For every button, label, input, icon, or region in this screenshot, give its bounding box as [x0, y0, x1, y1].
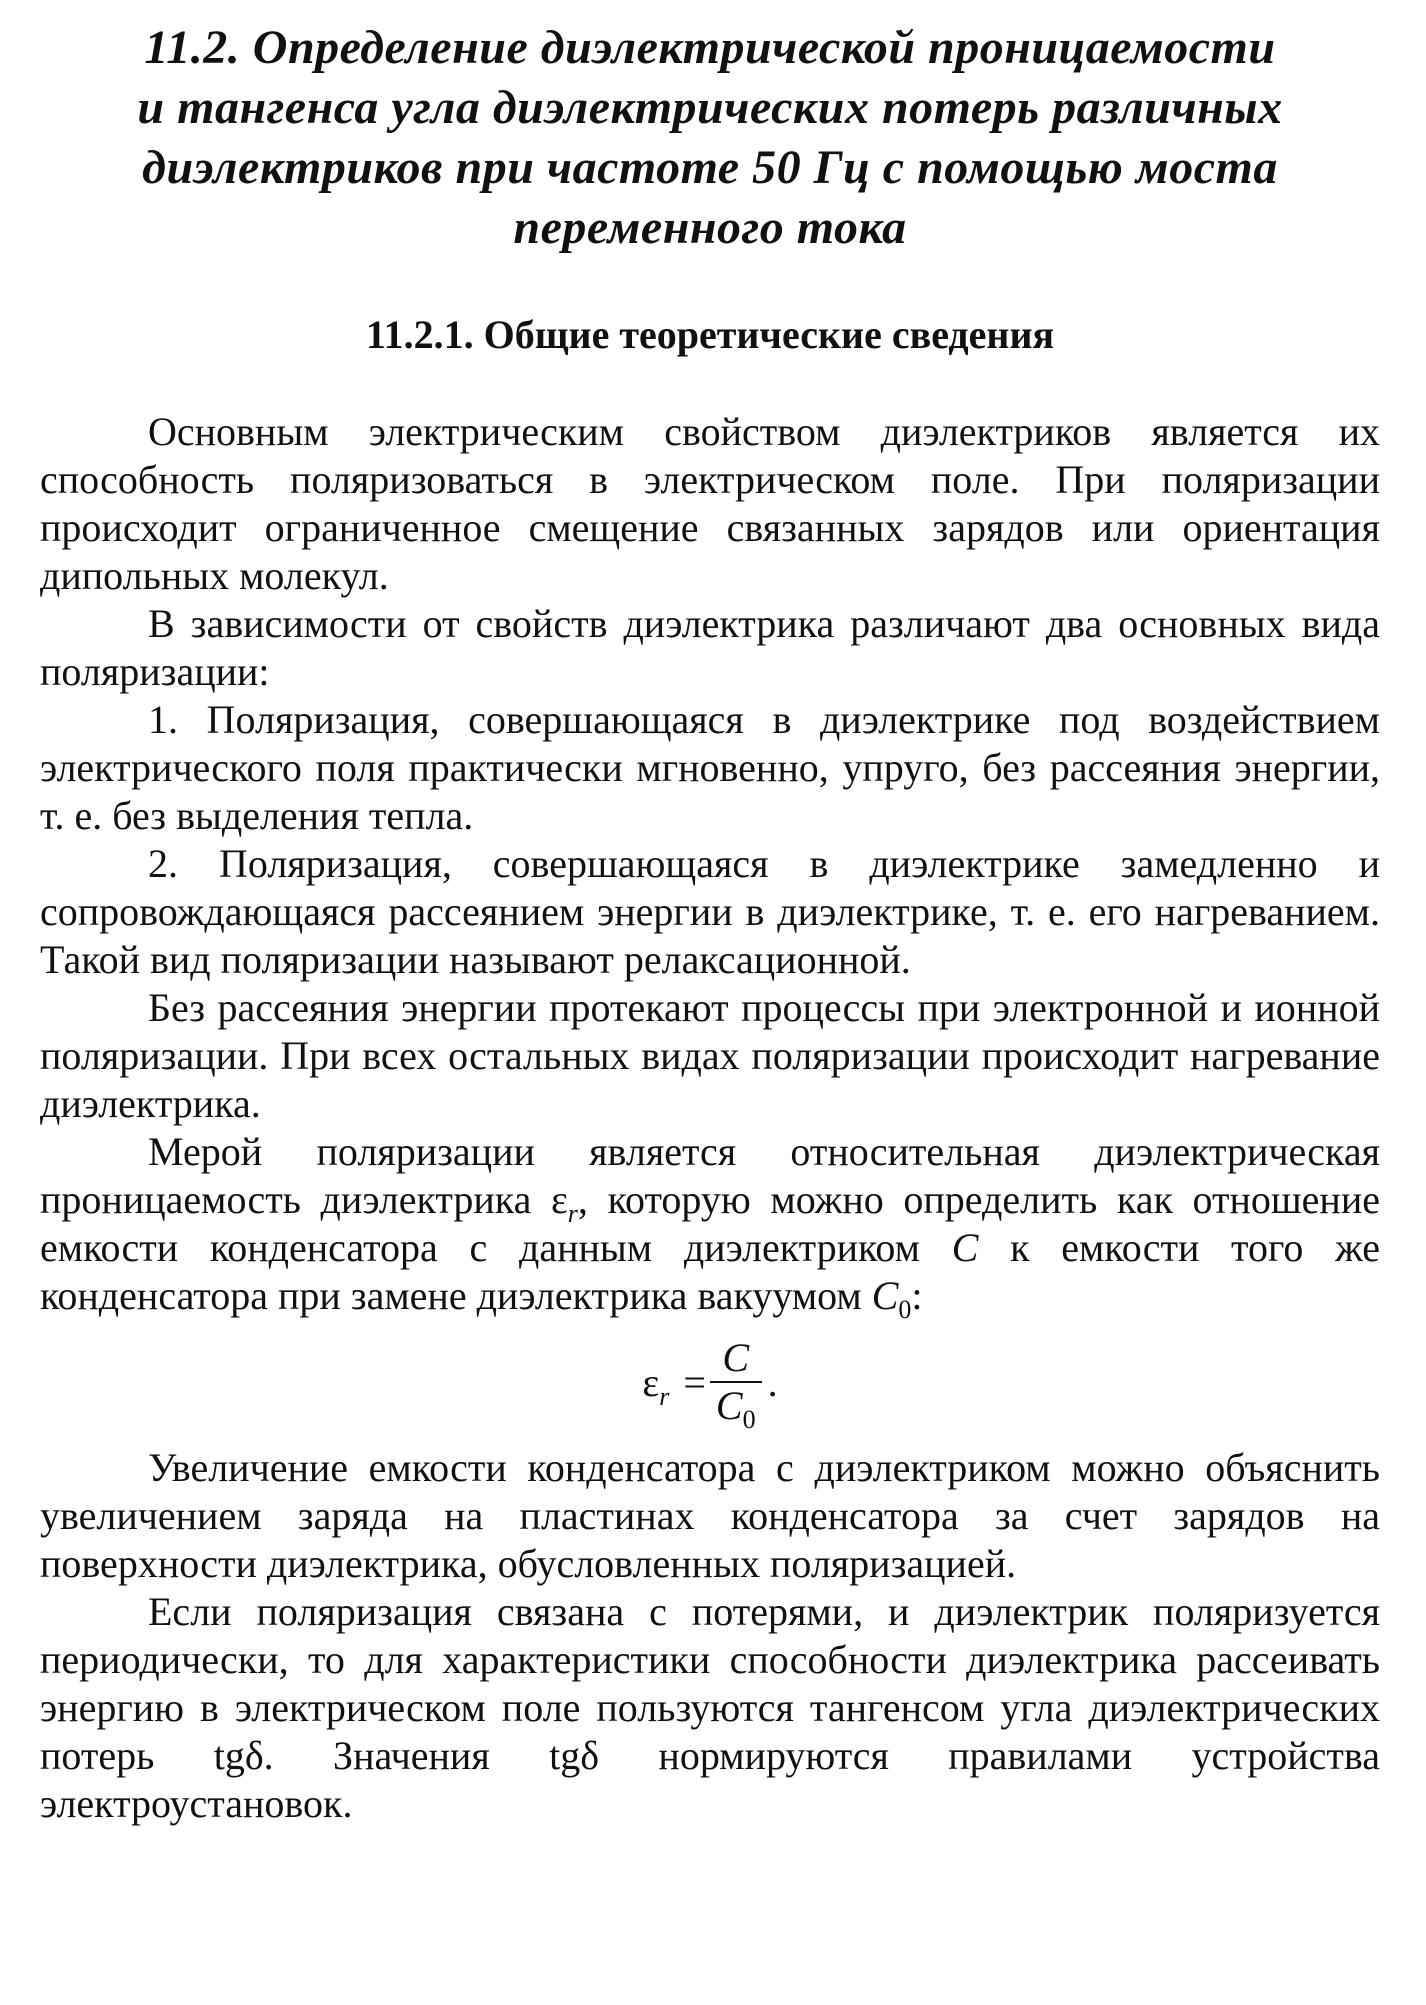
- chapter-title: [40, 18, 1380, 258]
- permittivity-formula: [40, 1326, 1380, 1438]
- epsilon-subscript: r: [567, 1199, 578, 1228]
- body-text: [40, 408, 1380, 1828]
- paragraph-3: 1. Поляризация, совершающаяся в диэлектрике под воздействием электрического поля практически мгновенно, упруго, без рассеяния энергии, т. е. без выделения тепла.: [40, 697, 1380, 838]
- paragraph-7: Увеличение емкости конденсатора с диэлектриком можно объяснить увеличением заряда на пластинах конденсатора за счет зарядов на поверхности диэлектрика, обусловленных поляризацией.: [40, 1445, 1380, 1586]
- vacuum-capacitance-subscript: 0: [898, 1295, 912, 1324]
- formula-equals: =: [683, 1359, 706, 1405]
- vacuum-capacitance-variable: C: [871, 1273, 899, 1318]
- p6-text-f: :: [911, 1273, 923, 1318]
- paragraph-2: В зависимости от свойств диэлектрика различают два основных вида поляризации:: [40, 601, 1380, 694]
- formula-epsilon-subscript: r: [659, 1381, 670, 1411]
- formula-denominator: [710, 1383, 762, 1434]
- chapter-title-line-2: и тангенса угла диэлектрических потерь различных: [137, 81, 1283, 134]
- paragraph-5: Без рассеяния энергии протекают процессы при электронной и ионной поляризации. При всех остальных видах поляризации происходит нагревание диэлектрика.: [40, 985, 1380, 1126]
- chapter-title-line-3: диэлектриков при частоте 50 Гц с помощью моста: [142, 141, 1278, 194]
- formula-denominator-var: C: [715, 1383, 743, 1428]
- p6-text-d: к емкости того же конденсатора при замене диэлектрика вакуумом: [40, 1225, 1381, 1318]
- capacitance-variable: C: [951, 1225, 979, 1270]
- paragraph-1: Основным электрическим свойством диэлектриков является их способность поляризоваться в электрическом поле. При поляризации происходит ограниченное смещение связанных зарядов или ориентация дипольных молекул.: [40, 409, 1380, 598]
- paragraph-6: [40, 1128, 1381, 1324]
- formula-denominator-subscript: 0: [742, 1405, 756, 1434]
- formula-lhs: [642, 1359, 670, 1411]
- paragraph-4: 2. Поляризация, совершающаяся в диэлектрике замедленно и сопровождающаяся рассеянием энергии в диэлектрике, т. е. его нагреванием. Такой вид поляризации называют релаксационной.: [40, 841, 1380, 982]
- formula-fraction: [710, 1335, 762, 1434]
- p6-text-a: Мерой поляризации является относительная диэлектрическая проницаемость диэлектрика ε: [40, 1129, 1380, 1222]
- p6-text-b: , которую можно определить как отношение емкости конденсатора с данным диэлектриком: [40, 1177, 1381, 1270]
- formula-numerator: C: [722, 1335, 750, 1380]
- section-title: 11.2.1. Общие теоретические сведения: [365, 312, 1055, 357]
- formula-period: .: [767, 1359, 778, 1405]
- formula-epsilon: ε: [642, 1359, 660, 1405]
- document-page: [40, 18, 1380, 1828]
- paragraph-8: Если поляризация связана с потерями, и диэлектрик поляризуется периодически, то для характеристики способности диэлектрика рассеивать энергию в электрическом поле пользуются тангенсом угла диэлектрических потерь tgδ. Значения tgδ нормируются правилами устройства электроустановок.: [40, 1589, 1380, 1826]
- chapter-title-line-1: 11.2. Определение диэлектрической проницаемости: [144, 21, 1276, 74]
- chapter-title-line-4: переменного тока: [513, 201, 907, 254]
